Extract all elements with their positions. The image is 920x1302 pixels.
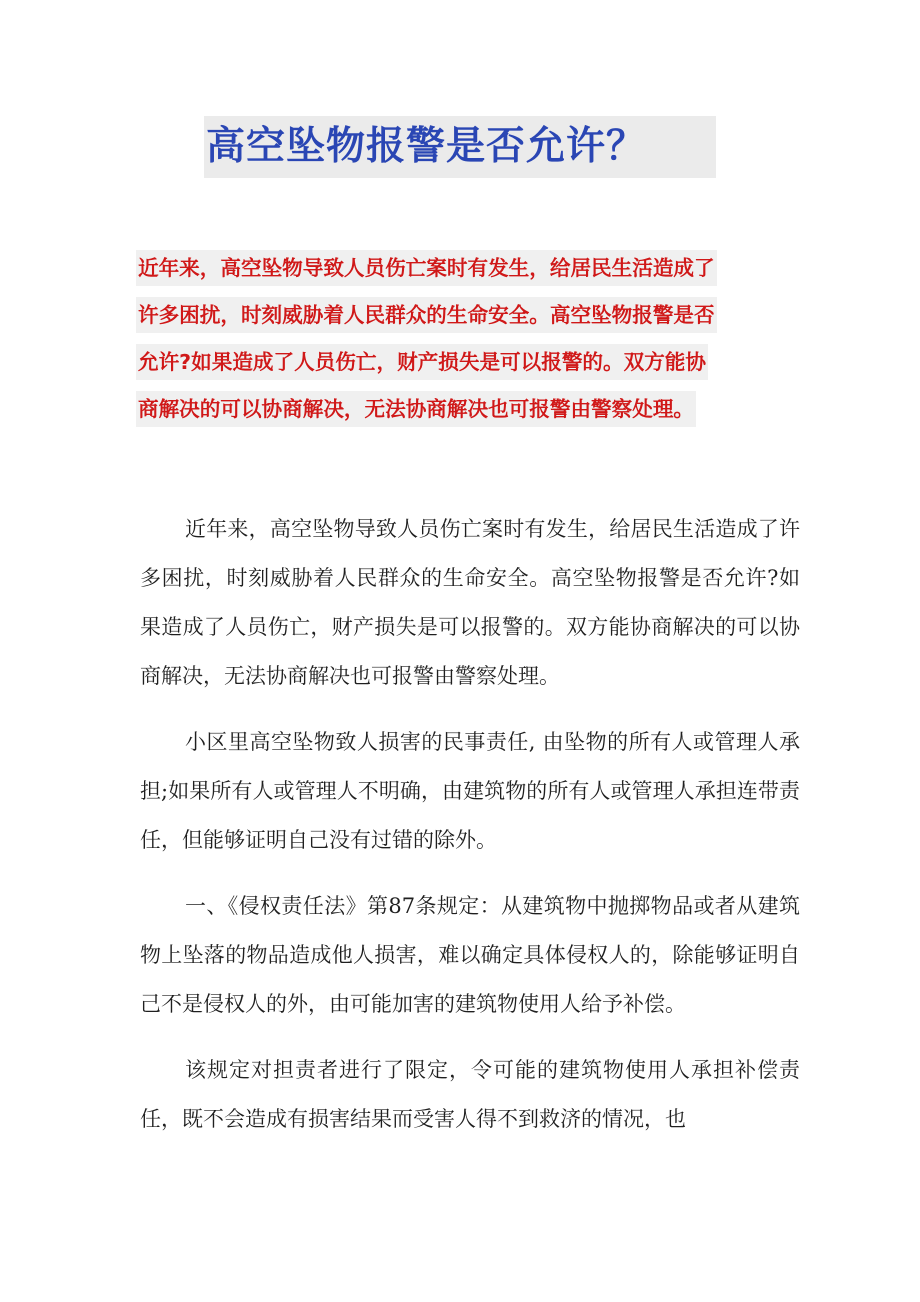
body-paragraph: 近年来，高空坠物导致人员伤亡案时有发生，给居民生活造成了许多困扰，时刻威胁着人民群众的生命安全。高空坠物报警是否允许?如果造成了人员伤亡，财产损失是可以报警的。双方能协商解决的可以协商解决，无法协商解决也可报警由警察处理。 <box>140 517 800 688</box>
body-paragraph: 小区里高空坠物致人损害的民事责任, 由坠物的所有人或管理人承担;如果所有人或管理人不明确，由建筑物的所有人或管理人承担连带责任，但能够证明自己没有过错的除外。 <box>140 730 800 852</box>
summary-block <box>136 250 788 438</box>
document-body <box>140 505 800 1144</box>
document-title: 高空坠物报警是否允许？ <box>204 116 716 178</box>
summary-line: 近年来，高空坠物导致人员伤亡案时有发生，给居民生活造成了 <box>136 250 717 286</box>
summary-line: 许多困扰，时刻威胁着人民群众的生命安全。高空坠物报警是否 <box>136 297 717 333</box>
body-paragraph: 一、《侵权责任法》第87条规定：从建筑物中抛掷物品或者从建筑物上坠落的物品造成他人损害，难以确定具体侵权人的，除能够证明自己不是侵权人的外，由可能加害的建筑物使用人给予补偿。 <box>140 894 800 1016</box>
body-paragraph: 该规定对担责者进行了限定，令可能的建筑物使用人承担补偿责任，既不会造成有损害结果而受害人得不到救济的情况，也 <box>140 1058 800 1131</box>
summary-line: 商解决的可以协商解决，无法协商解决也可报警由警察处理。 <box>136 391 696 427</box>
summary-line: 允许?如果造成了人员伤亡，财产损失是可以报警的。双方能协 <box>136 344 708 380</box>
